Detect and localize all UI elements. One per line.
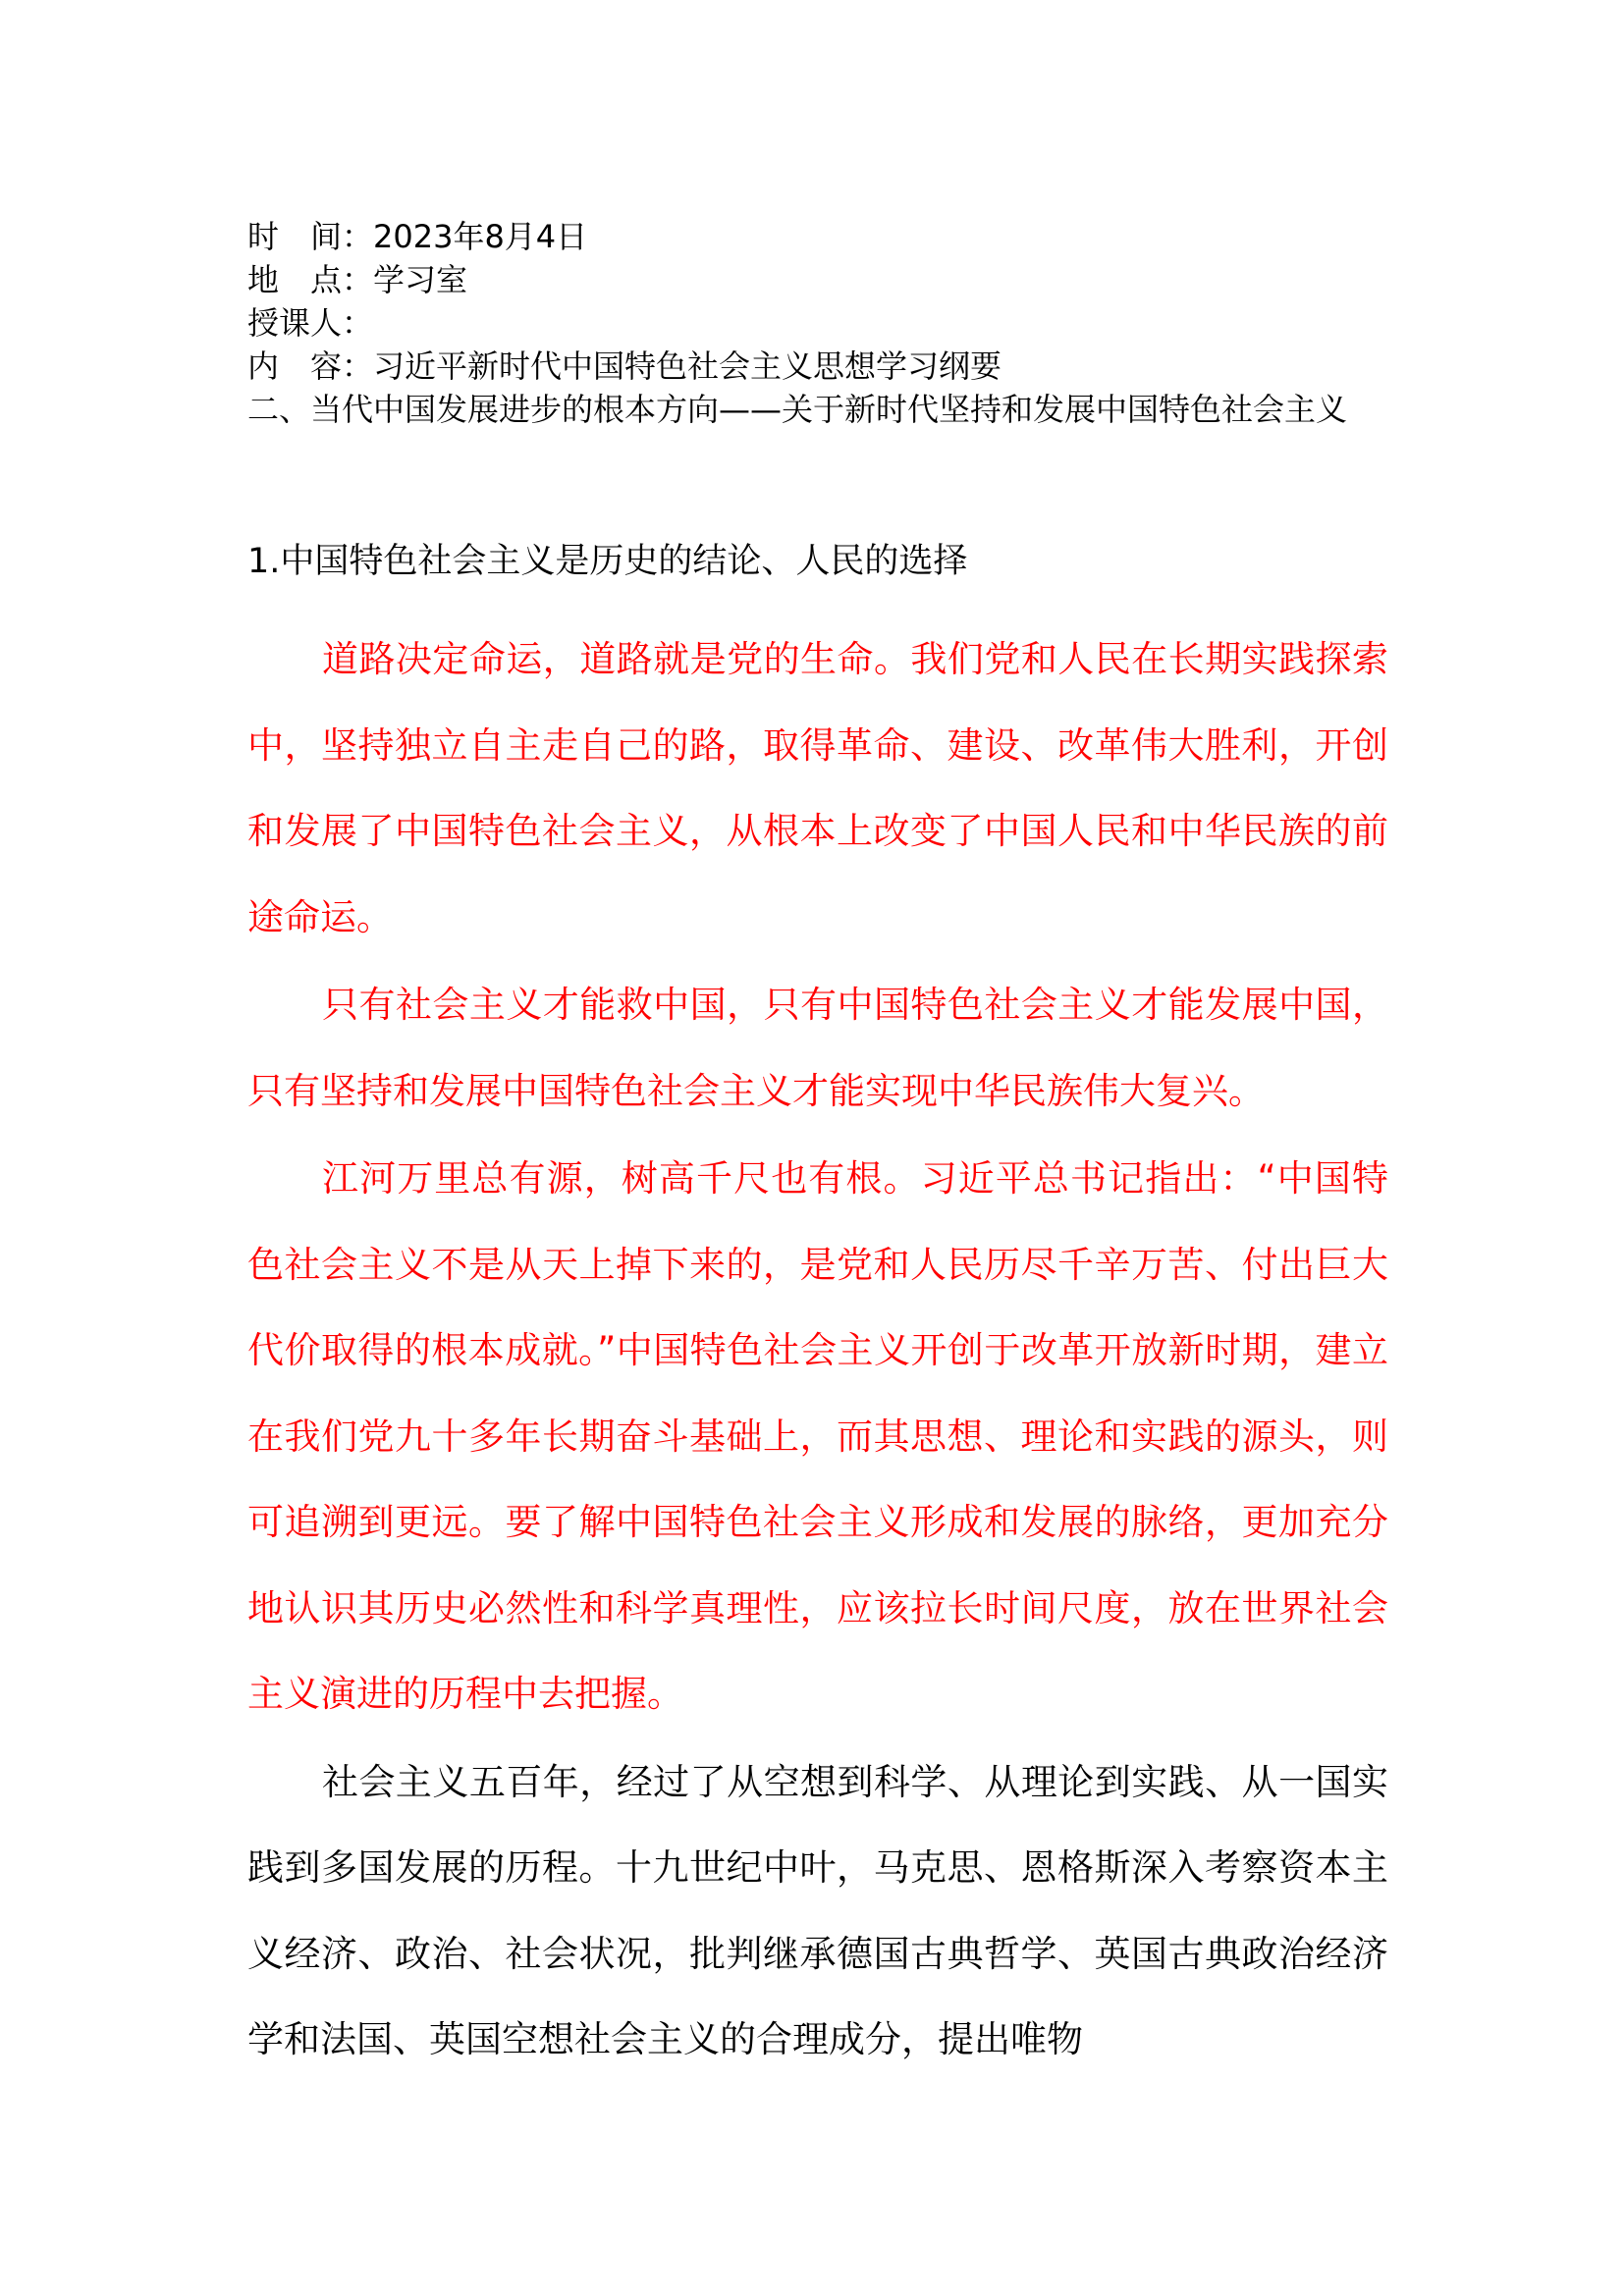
meeting-info bbox=[247, 215, 1386, 431]
paragraph: 社会主义五百年，经过了从空想到科学、从理论到实践、从一国实践到多国发展的历程。十九世纪中叶，马克思、恩格斯深入考察资本主义经济、政治、社会状况，批判继承德国古典哲学、英国古典政治经济学和法国、英国空想社会主义的合理成分，提出唯物 bbox=[247, 1760, 1388, 2060]
section-heading: 1.中国特色社会主义是历史的结论、人民的选择 bbox=[247, 542, 968, 581]
body-text bbox=[247, 616, 1388, 2085]
meeting-lecturer: 授课人： bbox=[247, 304, 374, 342]
meeting-content: 内 容：习近平新时代中国特色社会主义思想学习纲要 bbox=[247, 347, 1002, 385]
meeting-time: 时 间：2023年8月4日 bbox=[247, 218, 588, 255]
meeting-place: 地 点：学习室 bbox=[247, 261, 468, 298]
paragraph: 道路决定命运，道路就是党的生命。我们党和人民在长期实践探索中，坚持独立自主走自己的路，取得革命、建设、改革伟大胜利，开创和发展了中国特色社会主义，从根本上改变了中国人民和中华民族的前途命运。 bbox=[247, 638, 1388, 938]
paragraph: 只有社会主义才能救中国，只有中国特色社会主义才能发展中国，只有坚持和发展中国特色社会主义才能实现中华民族伟大复兴。 bbox=[247, 984, 1388, 1112]
meeting-subject: 二、当代中国发展进步的根本方向——关于新时代坚持和发展中国特色社会主义 bbox=[247, 391, 1348, 428]
paragraph: 江河万里总有源，树高千尺也有根。习近平总书记指出：“中国特色社会主义不是从天上掉下来的，是党和人民历尽千辛万苦、付出巨大代价取得的根本成就。”中国特色社会主义开创于改革开放新时期，建立在我们党九十多年长期奋斗基础上，而其思想、理论和实践的源头，则可追溯到更远。要了解中国特色社会主义形成和发展的脉络，更加充分地认识其历史必然性和科学真理性，应该拉长时间尺度，放在世界社会主义演进的历程中去把握。 bbox=[247, 1157, 1388, 1715]
